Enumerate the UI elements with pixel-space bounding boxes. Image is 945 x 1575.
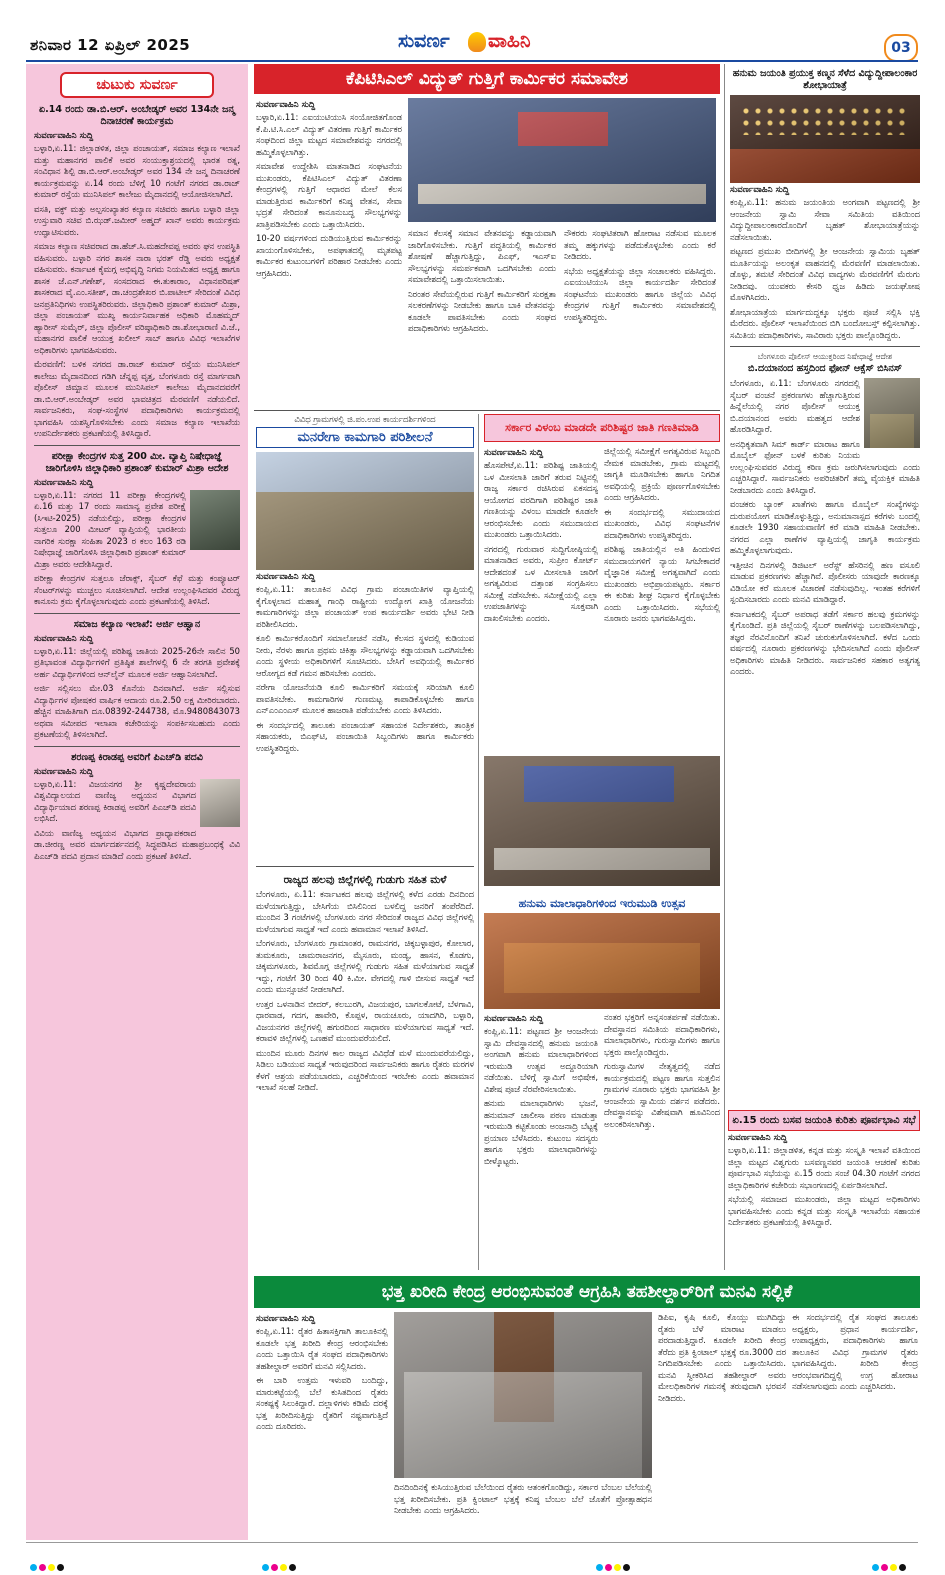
brief-paragraph: ಅರ್ಜಿ ಸಲ್ಲಿಸಲು ಮೇ.03 ಕೊನೆಯ ದಿನವಾಗಿದೆ. ಅರ್ಜಿ ಸಲ್ಲಿಸುವ ವಿದ್ಯಾರ್ಥಿಗಳ ಪೋಷಕರ ವಾರ್ಷಿಕ ಆದಾಯ ರೂ.2.50 ಲಕ್ಷ ಮೀರಿರಬಾರದು. ಹೆಚ್ಚಿನ ಮಾಹಿತಿಗಾಗಿ ದೂ.08392-244738, ಮೊ.9480843073 ಅಥವಾ ಸಮೀಪದ ಇಲಾಖಾ ಕಚೇರಿಯನ್ನು ಸಂಪರ್ಕಿಸಬಹುದು ಎಂದು ಪ್ರಕಟಣೆಯಲ್ಲಿ ತಿಳಿಸಲಾಗಿದೆ.	[34, 683, 240, 739]
rain-paragraph: ಮುಂದಿನ ಮೂರು ದಿನಗಳ ಕಾಲ ರಾಜ್ಯದ ವಿವಿಧೆಡೆ ಮಳೆ ಮುಂದುವರೆಯಲಿದ್ದು, ಸಿಡಿಲು ಬಡಿಯುವ ಸಾಧ್ಯತೆ ಇರುವುದರಿಂದ ಸಾರ್ವಜನಿಕರು ಹಾಗೂ ರೈತರು ಮರಗಳ ಕೆಳಗೆ ಆಶ್ರಯ ಪಡೆಯಬಾರದು, ಎಚ್ಚರಿಕೆಯಿಂದ ಇರಬೇಕು ಎಂದು ಹವಾಮಾನ ಇಲಾಖೆ ಸಲಹೆ ನೀಡಿದೆ.	[256, 1047, 474, 1092]
rain-story	[256, 870, 474, 1270]
paddy-paragraph: ಈ ಸಂದರ್ಭದಲ್ಲಿ ರೈತ ಸಂಘದ ತಾಲೂಕು ಅಧ್ಯಕ್ಷರು, ಪ್ರಧಾನ ಕಾರ್ಯದರ್ಶಿ, ಉಪಾಧ್ಯಕ್ಷರು, ಪದಾಧಿಕಾರಿಗಳು ಹಾಗೂ ತಾಲೂಕಿನ ವಿವಿಧ ಗ್ರಾಮಗಳ ರೈತರು ಭಾಗವಹಿಸಿದ್ದರು. ಖರೀದಿ ಕೇಂದ್ರ ಆರಂಭವಾಗದಿದ್ದಲ್ಲಿ ಉಗ್ರ ಹೋರಾಟ ನಡೆಸಲಾಗುವುದು ಎಂದು ಎಚ್ಚರಿಸಿದರು.	[792, 1312, 918, 1391]
kptcl-stage-banner	[518, 112, 608, 146]
basava-paragraph: ಸಭೆಯಲ್ಲಿ ಸಮಾಜದ ಮುಖಂಡರು, ಜಿಲ್ಲಾ ಮಟ್ಟದ ಅಧಿಕಾರಿಗಳು ಭಾಗವಹಿಸಬೇಕು ಎಂದು ಕನ್ನಡ ಮತ್ತು ಸಂಸ್ಕೃತಿ ಇಲಾಖೆಯ ಸಹಾಯಕ ನಿರ್ದೇಶಕರು ಪ್ರಕಟಣೆಯಲ್ಲಿ ತಿಳಿಸಿದ್ದಾರೆ.	[728, 1194, 920, 1227]
briefs-badge-label: ಚುಟುಕು ಸುವರ್ಣ	[96, 77, 178, 93]
nrega-bottom-rule	[256, 866, 474, 867]
brief-paragraph: ಬಳ್ಳಾರಿ,ಏ.11: ಜಿಲ್ಲಾಡಳಿತ, ಜಿಲ್ಲಾ ಪಂಚಾಯತ್, ಸಮಾಜ ಕಲ್ಯಾಣ ಇಲಾಖೆ ಮತ್ತು ಮಹಾನಗರ ಪಾಲಿಕೆ ಅವರ ಸಂಯುಕ್ತಾಶ್ರಯದಲ್ಲಿ ಭಾರತ ರತ್ನ, ಸಂವಿಧಾನ ಶಿಲ್ಪಿ ಡಾ.ಬಿ.ಆರ್.ಅಂಬೇಡ್ಕರ್ ಅವರ 134 ನೇ ಜನ್ಮ ದಿನಾಚರಣೆ ಕಾರ್ಯಕ್ರಮವನ್ನು ಏ.14 ರಂದು ಬೆಳಿಗ್ಗೆ 10 ಗಂಟೆಗೆ ನಗರದ ಡಾ.ರಾಜ್ ಕುಮಾರ್ ರಸ್ತೆಯ ಮುನಿಸಿಪಲ್ ಕಾಲೇಜು ಮೈದಾನದಲ್ಲಿ ಆಯೋಜಿಸಲಾಗಿದೆ.	[34, 143, 240, 199]
caste-col-1	[484, 446, 598, 752]
paddy-headline: ಭತ್ತ ಖರೀದಿ ಕೇಂದ್ರ ಆರಂಭಿಸುವಂತೆ ಆಗ್ರಹಿಸಿ ತಹಶೀಲ್ದಾರ್‌ರಿಗೆ ಮನವಿ ಸಲ್ಲಿಕೆ	[381, 1282, 793, 1302]
shobhayatra-crowd	[730, 149, 920, 183]
paddy-memorandum-photo	[394, 1312, 652, 1478]
basava-title: ಏ.15 ರಂದು ಬಸವ ಜಯಂತಿ ಕುರಿತು ಪೂರ್ವಭಾವಿ ಸಭೆ	[732, 1115, 916, 1126]
paddy-story	[256, 1312, 918, 1538]
rain-title: ರಾಜ್ಯದ ಹಲವು ಜಿಲ್ಲೆಗಳಲ್ಲಿ ಗುಡುಗು ಸಹಿತ ಮಳೆ	[283, 874, 447, 886]
hanuma-mala-paragraph: ನಂತರ ಭಕ್ತರಿಗೆ ಅನ್ನಸಂತರ್ಪಣೆ ನಡೆಯಿತು. ದೇವಸ್ಥಾನದ ಸಮಿತಿಯ ಪದಾಧಿಕಾರಿಗಳು, ಮಾಲಾಧಾರಿಗಳು, ಗುರುಸ್ವಾಮಿಗಳು ಹಾಗೂ ಭಕ್ತರು ಪಾಲ್ಗೊಂಡಿದ್ದರು.	[604, 1012, 720, 1057]
hanuma-mala-title: ಹನುಮ ಮಾಲಾಧಾರಿಗಳಿಂದ ಇರುಮುಡಿ ಉತ್ಸವ	[518, 897, 686, 910]
nrega-paragraph: ನರೇಗಾ ಯೋಜನೆಯಡಿ ಕೂಲಿ ಕಾರ್ಮಿಕರಿಗೆ ಸಮಯಕ್ಕೆ ಸರಿಯಾಗಿ ಕೂಲಿ ಪಾವತಿಸಬೇಕು. ಕಾಮಗಾರಿಗಳ ಗುಣಮಟ್ಟ ಕಾಪಾಡಿಕೊಳ್ಳಬೇಕು ಹಾಗೂ ಎನ್‌ಎಂಎಂಎಸ್ ಮೂಲಕ ಹಾಜರಾತಿ ಪಡೆಯಬೇಕು ಎಂದು ತಿಳಿಸಿದರು.	[256, 682, 474, 715]
hanuma-mala-paragraph: ಗುರುಸ್ವಾಮಿಗಳ ನೇತೃತ್ವದಲ್ಲಿ ನಡೆದ ಕಾರ್ಯಕ್ರಮದಲ್ಲಿ ಪಟ್ಟಣ ಹಾಗೂ ಸುತ್ತಲಿನ ಗ್ರಾಮಗಳ ನೂರಾರು ಭಕ್ತರು ಭಾಗವಹಿಸಿ ಶ್ರೀ ಆಂಜನೇಯ ಸ್ವಾಮಿಯ ದರ್ಶನ ಪಡೆದರು. ದೇವಸ್ಥಾನವನ್ನು ವಿಶೇಷವಾಗಿ ಹೂವಿನಿಂದ ಅಲಂಕರಿಸಲಾಗಿತ್ತು.	[604, 1061, 720, 1129]
brief-application	[34, 619, 240, 741]
nrega-kicker: ವಿವಿಧ ಗ್ರಾಮಗಳಲ್ಲಿ ಜಿ.ಪಂ.ಉಪ ಕಾರ್ಯದರ್ಶಿಗಳಿಂದ	[294, 414, 436, 424]
column-rule	[478, 414, 479, 1270]
commissioner-portrait	[864, 378, 920, 448]
kptcl-story	[256, 98, 718, 406]
page-number: 03	[891, 40, 911, 56]
cmyk-dot	[57, 1564, 64, 1571]
page-number-badge	[884, 34, 918, 62]
shobhayatra-title: ಹನುಮ ಜಯಂತಿ ಪ್ರಯುಕ್ತ ಕಣ್ಮನ ಸೆಳೆದ ವಿದ್ಯುದ್ದೀಪಾಲಂಕಾರ ಶೋಭಾಯಾತ್ರೆ	[732, 68, 918, 91]
hanuma-mala-col-1	[484, 1012, 598, 1270]
shobhayatra-byline: ಸುವರ್ಣವಾಹಿನಿ ಸುದ್ದಿ	[730, 185, 790, 195]
brief-paragraph: ಪರೀಕ್ಷಾ ಕೇಂದ್ರಗಳ ಸುತ್ತಲೂ ಜೆರಾಕ್ಸ್, ಸೈಬರ್ ಕೆಫೆ ಮತ್ತು ಕಂಪ್ಯೂಟರ್ ಸೆಂಟರ್‌ಗಳನ್ನು ಮುಚ್ಚಲು ಸೂಚಿಸಲಾಗಿದೆ. ಆದೇಶ ಉಲ್ಲಂಘಿಸಿದವರ ವಿರುದ್ಧ ಕಾನೂನು ಕ್ರಮ ಕೈಗೊಳ್ಳಲಾಗುವುದು ಎಂದು ಪ್ರಕಟಣೆಯಲ್ಲಿ ತಿಳಿಸಿದೆ.	[34, 573, 240, 606]
caste-press-photo	[484, 756, 720, 886]
kptcl-paragraph: ಸಭೆಯ ಅಧ್ಯಕ್ಷತೆಯನ್ನು ಜಿಲ್ಲಾ ಸಂಚಾಲಕರು ವಹಿಸಿದ್ದರು. ಎಐಯುಟಿಯುಸಿ ಜಿಲ್ಲಾ ಕಾರ್ಯದರ್ಶಿ ಸೇರಿದಂತೆ ಸಂಘಟನೆಯ ಮುಖಂಡರು ಹಾಗೂ ಜಿಲ್ಲೆಯ ವಿವಿಧ ಕೇಂದ್ರಗಳ ಗುತ್ತಿಗೆ ಕಾರ್ಮಿಕರು ಸಮಾವೇಶದಲ್ಲಿ ಉಪಸ್ಥಿತರಿದ್ದರು.	[564, 265, 716, 322]
kptcl-byline: ಸುವರ್ಣವಾಹಿನಿ ಸುದ್ದಿ	[256, 100, 316, 110]
kptcl-paragraph: ಸಮಾವೇಶ ಉದ್ದೇಶಿಸಿ ಮಾತನಾಡಿದ ಸಂಘಟನೆಯ ಮುಖಂಡರು, ಕೆಪಿಟಿಸಿಎಲ್ ವಿದ್ಯುತ್ ವಿತರಣಾ ಕೇಂದ್ರಗಳಲ್ಲಿ ಗುತ್ತಿಗೆ ಆಧಾರದ ಮೇಲೆ ಕೆಲಸ ಮಾಡುತ್ತಿರುವ ಕಾರ್ಮಿಕರಿಗೆ ಕನಿಷ್ಠ ವೇತನ, ಸೇವಾ ಭದ್ರತೆ ಸೇರಿದಂತೆ ಕಾನೂನುಬದ್ಧ ಸೌಲಭ್ಯಗಳನ್ನು ಖಾತ್ರಿಪಡಿಸಬೇಕು ಎಂದು ಒತ್ತಾಯಿಸಿದರು.	[256, 161, 402, 229]
kptcl-paragraph: ನಿರಂತರ ಸೇವೆಯಲ್ಲಿರುವ ಗುತ್ತಿಗೆ ಕಾರ್ಮಿಕರಿಗೆ ಸುರಕ್ಷತಾ ಸಲಕರಣೆಗಳನ್ನು ನೀಡಬೇಕು ಹಾಗೂ ಬಾಕಿ ವೇತನವನ್ನು ಕೂಡಲೇ ಪಾವತಿಸಬೇಕು ಎಂದು ಸಂಘದ ಪದಾಧಿಕಾರಿಗಳು ಆಗ್ರಹಿಸಿದರು.	[408, 288, 556, 333]
brief-divider	[34, 746, 240, 747]
caste-paragraph: ನಗರದಲ್ಲಿ ಗುರುವಾರ ಸುದ್ದಿಗೋಷ್ಠಿಯಲ್ಲಿ ಮಾತನಾಡಿದ ಅವರು, ಸುಪ್ರೀಂ ಕೋರ್ಟ್ ಆದೇಶದಂತೆ ಒಳ ಮೀಸಲಾತಿ ಜಾರಿಗೆ ಅಗತ್ಯವಿರುವ ದತ್ತಾಂಶ ಸಂಗ್ರಹಿಸಲು ಸಮೀಕ್ಷೆ ನಡೆಸಬೇಕು. ಸಮೀಕ್ಷೆಯಲ್ಲಿ ಎಲ್ಲಾ ಉಪಜಾತಿಗಳನ್ನು ಸೂಕ್ತವಾಗಿ ದಾಖಲಿಸಬೇಕು ಎಂದರು.	[484, 543, 598, 623]
brand-logo	[398, 30, 548, 56]
paddy-paragraph: ಕಂಪ್ಲಿ,ಏ.11: ರೈತರ ಹಿತಾಸಕ್ತಿಗಾಗಿ ತಾಲೂಕಿನಲ್ಲಿ ಕೂಡಲೇ ಭತ್ತ ಖರೀದಿ ಕೇಂದ್ರ ಆರಂಭಿಸಬೇಕು ಎಂದು ಒತ್ತಾಯಿಸಿ ರೈತ ಸಂಘದ ಪದಾಧಿಕಾರಿಗಳು ತಹಶೀಲ್ದಾರ್ ಅವರಿಗೆ ಮನವಿ ಸಲ್ಲಿಸಿದರು.	[256, 1326, 388, 1371]
kptcl-col-2	[408, 228, 556, 404]
hanuma-mala-paragraph: ಕಂಪ್ಲಿ,ಏ.11: ಪಟ್ಟಣದ ಶ್ರೀ ಆಂಜನೇಯ ಸ್ವಾಮಿ ದೇವಸ್ಥಾನದಲ್ಲಿ ಹನುಮ ಜಯಂತಿ ಅಂಗವಾಗಿ ಹನುಮ ಮಾಲಾಧಾರಿಗಳಿಂದ ಇರುಮುಡಿ ಉತ್ಸವ ಅದ್ದೂರಿಯಾಗಿ ನಡೆಯಿತು. ಬೆಳಿಗ್ಗೆ ಸ್ವಾಮಿಗೆ ಅಭಿಷೇಕ, ವಿಶೇಷ ಪೂಜೆ ನೆರವೇರಿಸಲಾಯಿತು.	[484, 1026, 598, 1094]
nrega-title-box	[256, 427, 474, 448]
caste-backdrop-banner	[524, 766, 674, 802]
police-paragraph: ಕರ್ನಾಟಕದಲ್ಲಿ ಸೈಬರ್ ಅಪರಾಧ ತಡೆಗೆ ಸರ್ಕಾರ ಹಲವು ಕ್ರಮಗಳನ್ನು ಕೈಗೊಂಡಿದೆ. ಪ್ರತಿ ಜಿಲ್ಲೆಯಲ್ಲಿ ಸೈಬರ್ ಠಾಣೆಗಳನ್ನು ಬಲಪಡಿಸಲಾಗಿದ್ದು, ತಜ್ಞರ ನೆರವಿನೊಂದಿಗೆ ತನಿಖೆ ಚುರುಕುಗೊಳಿಸಲಾಗಿದೆ. ಕಳೆದ ಒಂದು ವರ್ಷದಲ್ಲಿ ನೂರಾರು ಪ್ರಕರಣಗಳನ್ನು ಭೇದಿಸಲಾಗಿದೆ ಎಂದು ಪೊಲೀಸ್ ಅಧಿಕಾರಿಗಳು ಮಾಹಿತಿ ನೀಡಿದರು. ಸಾರ್ವಜನಿಕರ ಸಹಕಾರ ಅತ್ಯಗತ್ಯ ಎಂದರು.	[730, 608, 920, 676]
brand-left: ಸುವರ್ಣ	[398, 30, 450, 52]
brief-title: ಶರಣಪ್ಪ ಕಿರಾಡಪ್ಪ ಅವರಿಗೆ ಪಿಎಚ್‌ಡಿ ಪದವಿ	[71, 751, 203, 763]
brief-paragraph: ಬಳ್ಳಾರಿ,ಏ.11: ವಿಜಯನಗರ ಶ್ರೀ ಕೃಷ್ಣದೇವರಾಯ ವಿಶ್ವವಿದ್ಯಾಲಯದ ವಾಣಿಜ್ಯ ಅಧ್ಯಯನ ವಿಭಾಗದ ವಿದ್ಯಾರ್ಥಿಯಾದ ಶರಣಪ್ಪ ಕಿರಾಡಪ್ಪ ಅವರಿಗೆ ಪಿಎಚ್‌ಡಿ ಪದವಿ ಲಭಿಸಿದೆ.	[34, 778, 196, 823]
paddy-col-3	[658, 1312, 786, 1538]
brief-paragraph: ಮೆರವಣಿಗೆ: ಬಳಿಕ ನಗರದ ಡಾ.ರಾಜ್ ಕುಮಾರ್ ರಸ್ತೆಯ ಮುನಿಸಿಪಲ್ ಕಾಲೇಜು ಮೈದಾನದಿಂದ ಗಡಿಗಿ ಚೆನ್ನಪ್ಪ ವೃತ್ತ, ಬೆಂಗಳೂರು ರಸ್ತೆ ಮಾರ್ಗವಾಗಿ ಪೊಲೀಸ್ ಜಿಮ್ಖಾನ ಮೂಲಕ ಮುನಿಸಿಪಲ್ ಕಾಲೇಜು ಮೈದಾನದವರೆಗೆ ಡಾ.ಬಿ.ಆರ್.ಅಂಬೇಡ್ಕರ್ ಅವರ ಭಾವಚಿತ್ರದ ಮೆರವಣಿಗೆ ನಡೆಯಲಿದೆ. ಸಾರ್ವಜನಿಕರು, ಸಂಘ-ಸಂಸ್ಥೆಗಳ ಪದಾಧಿಕಾರಿಗಳು ಕಾರ್ಯಕ್ರಮದಲ್ಲಿ ಭಾಗವಹಿಸಿ ಯಶಸ್ವಿಗೊಳಿಸಬೇಕು ಎಂದು ಸಮಾಜ ಕಲ್ಯಾಣ ಇಲಾಖೆಯ ಉಪನಿರ್ದೇಶಕರು ಪ್ರಕಟಣೆಯಲ್ಲಿ ತಿಳಿಸಿದ್ದಾರೆ.	[34, 359, 240, 438]
hanuma-mala-byline: ಸುವರ್ಣವಾಹಿನಿ ಸುದ್ದಿ	[484, 1014, 544, 1024]
cmyk-dot	[881, 1564, 888, 1571]
brief-divider	[34, 613, 240, 614]
cmyk-dot	[899, 1564, 906, 1571]
cmyk-dot	[605, 1564, 612, 1571]
shobhayatra-photo	[730, 95, 920, 183]
brief-byline: ಸುವರ್ಣವಾಹಿನಿ ಸುದ್ದಿ	[34, 477, 94, 488]
cmyk-dot	[280, 1564, 287, 1571]
cmyk-dot	[30, 1564, 37, 1571]
brief-byline: ಸುವರ್ಣವಾಹಿನಿ ಸುದ್ದಿ	[34, 131, 94, 141]
brief-divider	[34, 445, 240, 446]
paddy-paragraph: ದಿನದಿಂದಿನಕ್ಕೆ ಕುಸಿಯುತ್ತಿರುವ ಬೆಲೆಯಿಂದ ರೈತರು ಆತಂಕಗೊಂಡಿದ್ದು, ಸರ್ಕಾರ ಬೆಂಬಲ ಬೆಲೆಯಲ್ಲಿ ಭತ್ತ ಖರೀದಿಸಬೇಕು. ಪ್ರತಿ ಕ್ವಿಂಟಾಲ್ ಭತ್ತಕ್ಕೆ ಕನಿಷ್ಠ ಬೆಂಬಲ ಬೆಲೆ ಜೊತೆಗೆ ಪ್ರೋತ್ಸಾಹಧನ ನೀಡಬೇಕು ಎಂದು ಆಗ್ರಹಿಸಿದರು.	[394, 1482, 652, 1515]
cmyk-dot	[289, 1564, 296, 1571]
caste-paragraph: ಈ ಸಂದರ್ಭದಲ್ಲಿ ಸಮುದಾಯದ ಮುಖಂಡರು, ವಿವಿಧ ಸಂಘಟನೆಗಳ ಪದಾಧಿಕಾರಿಗಳು ಉಪಸ್ಥಿತರಿದ್ದರು.	[604, 506, 720, 540]
footer-rule	[26, 1542, 918, 1543]
kptcl-col-3	[564, 228, 716, 404]
kptcl-paragraph: ನೌಕರರು ಸಂಘಟಿತರಾಗಿ ಹೋರಾಟ ನಡೆಸುವ ಮೂಲಕ ತಮ್ಮ ಹಕ್ಕುಗಳನ್ನು ಪಡೆದುಕೊಳ್ಳಬೇಕು ಎಂದು ಕರೆ ನೀಡಿದರು.	[564, 228, 716, 261]
caste-table	[494, 848, 710, 870]
masthead	[0, 0, 945, 60]
brief-phd	[34, 752, 240, 863]
registration-dots-left	[30, 1556, 66, 1575]
basava-story	[728, 1110, 920, 1270]
kptcl-meeting-photo	[408, 98, 716, 222]
basava-byline: ಸುವರ್ಣವಾಹಿನಿ ಸುದ್ದಿ	[728, 1133, 788, 1143]
registration-dots-center-right	[596, 1556, 632, 1575]
paddy-headline-banner	[254, 1276, 920, 1308]
kptcl-col-1	[256, 98, 402, 404]
shobhayatra-paragraph: ಶೋಭಾಯಾತ್ರೆಯ ಮಾರ್ಗದುದ್ದಕ್ಕೂ ಭಕ್ತರು ಪೂಜೆ ಸಲ್ಲಿಸಿ ಭಕ್ತಿ ಮೆರೆದರು. ಪೊಲೀಸ್ ಇಲಾಖೆಯಿಂದ ಬಿಗಿ ಬಂದೋಬಸ್ತ್ ಕಲ್ಪಿಸಲಾಗಿತ್ತು. ಸಮಿತಿಯ ಪದಾಧಿಕಾರಿಗಳು, ಸಾವಿರಾರು ಭಕ್ತರು ಪಾಲ್ಗೊಂಡಿದ್ದರು.	[730, 306, 920, 340]
paddy-col-2	[394, 1482, 652, 1538]
cmyk-dot	[872, 1564, 879, 1571]
caste-col-2	[604, 446, 720, 752]
caste-paragraph: ಹೊಸಪೇಟೆ,ಏ.11: ಪರಿಶಿಷ್ಟ ಜಾತಿಯಲ್ಲಿ ಒಳ ಮೀಸಲಾತಿ ಜಾರಿಗೆ ತರುವ ನಿಟ್ಟಿನಲ್ಲಿ ರಾಜ್ಯ ಸರ್ಕಾರ ರಚಿಸಿರುವ ಏಕಸದಸ್ಯ ಆಯೋಗದ ವರದಿಗಾಗಿ ಪರಿಶಿಷ್ಟರ ಜಾತಿ ಗಣತಿಯನ್ನು ವಿಳಂಬ ಮಾಡದೇ ಕೂಡಲೇ ಆರಂಭಿಸಬೇಕು ಎಂದು ಸಮುದಾಯದ ಮುಖಂಡರು ಒತ್ತಾಯಿಸಿದರು.	[484, 460, 598, 539]
kptcl-stage-table	[418, 184, 706, 204]
brief-title: ಪರೀಕ್ಷಾ ಕೇಂದ್ರಗಳ ಸುತ್ತ 200 ಮೀ. ವ್ಯಾಪ್ತಿ ನಿಷೇಧಾಜ್ಞೆ ಜಾರಿಗೊಳಿಸಿ ಜಿಲ್ಲಾಧಿಕಾರಿ ಪ್ರಶಾಂತ್ ಕುಮಾರ್ ಮಿಶ್ರಾ ಆದೇಶ	[45, 450, 229, 474]
phd-portrait	[200, 779, 240, 827]
commissioner-uniform	[870, 414, 914, 448]
brief-ambedkar	[34, 104, 240, 440]
kptcl-paragraph: ಬಳ್ಳಾರಿ,ಏ.11: ಎಐಯುಟಿಯುಸಿ ಸಂಯೋಜಿತಗೊಂಡ ಕೆ.ಪಿ.ಟಿ.ಸಿ.ಎಲ್ ವಿದ್ಯುತ್ ವಿತರಣಾ ಗುತ್ತಿಗೆ ಕಾರ್ಮಿಕರ ಸಂಘದಿಂದ ಜಿಲ್ಲಾ ಮಟ್ಟದ ಸಮಾವೇಶವನ್ನು ನಗರದಲ್ಲಿ ಹಮ್ಮಿಕೊಳ್ಳಲಾಗಿತ್ತು.	[256, 112, 402, 157]
police-paragraph: ವಂಚಕರು ಬ್ಯಾಂಕ್ ಖಾತೆಗಳು ಹಾಗೂ ಮೊಬೈಲ್ ಸಂಖ್ಯೆಗಳನ್ನು ದುರುಪಯೋಗ ಮಾಡಿಕೊಳ್ಳುತ್ತಿದ್ದು, ಅನುಮಾನಾಸ್ಪದ ಕರೆಗಳು ಬಂದಲ್ಲಿ ಕೂಡಲೇ 1930 ಸಹಾಯವಾಣಿಗೆ ಕರೆ ಮಾಡಿ ಮಾಹಿತಿ ನೀಡಬೇಕು. ನಗರದ ಎಲ್ಲಾ ಠಾಣೆಗಳ ವ್ಯಾಪ್ತಿಯಲ್ಲಿ ಜಾಗೃತಿ ಕಾರ್ಯಕ್ರಮ ಹಮ್ಮಿಕೊಳ್ಳಲಾಗುವುದು.	[730, 499, 920, 555]
center-divider	[254, 410, 720, 411]
left-briefs-column	[26, 64, 248, 1540]
masthead-rule	[26, 60, 918, 62]
brief-paragraph: ಬಳ್ಳಾರಿ,ಏ.11: ಜಿಲ್ಲೆಯಲ್ಲಿ ಪರಿಶಿಷ್ಟ ಜಾತಿಯ 2025-26ನೇ ಸಾಲಿನ 50 ಪ್ರತಿಭಾವಂತ ವಿದ್ಯಾರ್ಥಿಗಳಿಗೆ ಪ್ರತಿಷ್ಠಿತ ಶಾಲೆಗಳಲ್ಲಿ 6 ನೇ ತರಗತಿ ಪ್ರವೇಶಕ್ಕೆ ಅರ್ಹ ವಿದ್ಯಾರ್ಥಿಗಳಿಂದ ಆನ್‌ಲೈನ್ ಮೂಲಕ ಅರ್ಜಿ ಆಹ್ವಾನಿಸಲಾಗಿದೆ.	[34, 645, 240, 679]
cmyk-dot	[271, 1564, 278, 1571]
nrega-sky	[256, 452, 474, 492]
nrega-title: ಮನರೇಗಾ ಕಾಮಗಾರಿ ಪರಿಶೀಲನೆ	[297, 430, 433, 445]
paddy-paragraph: ಈ ಬಾರಿ ಉತ್ತಮ ಇಳುವರಿ ಬಂದಿದ್ದು, ಮಾರುಕಟ್ಟೆಯಲ್ಲಿ ಬೆಲೆ ಕುಸಿತದಿಂದ ರೈತರು ಸಂಕಷ್ಟಕ್ಕೆ ಸಿಲುಕಿದ್ದಾರೆ. ದಲ್ಲಾಳಿಗಳು ಕಡಿಮೆ ದರಕ್ಕೆ ಭತ್ತ ಖರೀದಿಸುತ್ತಿದ್ದು ರೈತರಿಗೆ ನಷ್ಟವಾಗುತ್ತಿದೆ ಎಂದು ದೂರಿದರು.	[256, 1375, 388, 1431]
cmyk-dot	[596, 1564, 603, 1571]
rain-paragraph: ಉತ್ತರ ಒಳನಾಡಿನ ಬೀದರ್, ಕಲಬುರಗಿ, ವಿಜಯಪುರ, ಬಾಗಲಕೋಟೆ, ಬೆಳಗಾವಿ, ಧಾರವಾಡ, ಗದಗ, ಹಾವೇರಿ, ಕೊಪ್ಪಳ, ರಾಯಚೂರು, ಯಾದಗಿರಿ, ಬಳ್ಳಾರಿ, ವಿಜಯನಗರ ಜಿಲ್ಲೆಗಳಲ್ಲಿ ಹಗುರದಿಂದ ಸಾಧಾರಣ ಮಳೆಯಾಗುವ ಸಾಧ್ಯತೆ ಇದೆ. ಕರಾವಳಿ ಜಿಲ್ಲೆಗಳಲ್ಲಿ ಒಣಹವೆ ಮುಂದುವರೆಯಲಿದೆ.	[256, 998, 474, 1043]
kptcl-paragraph: 10-20 ವರ್ಷಗಳಿಂದ ದುಡಿಯುತ್ತಿರುವ ಕಾರ್ಮಿಕರನ್ನು ಖಾಯಂಗೊಳಿಸಬೇಕು, ಅಪಘಾತದಲ್ಲಿ ಮೃತಪಟ್ಟ ಕಾರ್ಮಿಕರ ಕುಟುಂಬಗಳಿಗೆ ಪರಿಹಾರ ನೀಡಬೇಕು ಎಂದು ಆಗ್ರಹಿಸಿದರು.	[256, 233, 402, 278]
police-kicker: ಬೆಂಗಳೂರು ಪೊಲೀಸ್ ಆಯುಕ್ತರಿಂದ ನಿಷೇಧಾಜ್ಞೆ ಆದೇಶ	[757, 352, 893, 361]
hanuma-mala-col-2	[604, 1012, 720, 1270]
brand-flame-icon	[468, 32, 486, 52]
nrega-site-photo	[256, 452, 474, 570]
shobhayatra-lights	[740, 105, 910, 135]
paddy-col-1	[256, 1312, 388, 1538]
caste-paragraph: ಪರಿಶಿಷ್ಟ ಜಾತಿಯಲ್ಲಿನ ಅತಿ ಹಿಂದುಳಿದ ಸಮುದಾಯಗಳಿಗೆ ನ್ಯಾಯ ಸಿಗಬೇಕಾದರೆ ವೈಜ್ಞಾನಿಕ ಸಮೀಕ್ಷೆ ಅಗತ್ಯವಾಗಿದೆ ಎಂದು ಮುಖಂಡರು ಅಭಿಪ್ರಾಯಪಟ್ಟರು. ಸರ್ಕಾರ ಈ ಕುರಿತು ಶೀಘ್ರ ನಿರ್ಧಾರ ಕೈಗೊಳ್ಳಬೇಕು ಎಂದು ಒತ್ತಾಯಿಸಿದರು. ಸಭೆಯಲ್ಲಿ ನೂರಾರು ಜನರು ಭಾಗವಹಿಸಿದ್ದರು.	[604, 544, 720, 623]
cmyk-dot	[48, 1564, 55, 1571]
police-paragraph: ಬೆಂಗಳೂರು, ಏ.11: ಬೆಂಗಳೂರು ನಗರದಲ್ಲಿ ಸೈಬರ್ ವಂಚನೆ ಪ್ರಕರಣಗಳು ಹೆಚ್ಚಾಗುತ್ತಿರುವ ಹಿನ್ನೆಲೆಯಲ್ಲಿ ನಗರ ಪೊಲೀಸ್ ಆಯುಕ್ತ ಬಿ.ದಯಾನಂದ ಅವರು ಮಹತ್ವದ ಆದೇಶ ಹೊರಡಿಸಿದ್ದಾರೆ.	[730, 378, 860, 434]
hanuma-mala-figures	[504, 943, 700, 993]
cmyk-dot	[39, 1564, 46, 1571]
kptcl-headline: ಕೆಪಿಟಿಸಿಎಲ್ ವಿದ್ಯುತ್ ಗುತ್ತಿಗೆ ಕಾರ್ಮಿಕರ ಸಮಾವೇಶ	[346, 69, 628, 89]
column-rule	[724, 64, 725, 1270]
hanuma-mala-story	[484, 894, 720, 1270]
paddy-door	[494, 1312, 554, 1422]
caste-paragraph: ಜಿಲ್ಲೆಯಲ್ಲಿ ಸಮೀಕ್ಷೆಗೆ ಅಗತ್ಯವಿರುವ ಸಿಬ್ಬಂದಿ ನೇಮಕ ಮಾಡಬೇಕು, ಗ್ರಾಮ ಮಟ್ಟದಲ್ಲಿ ಜಾಗೃತಿ ಮೂಡಿಸಬೇಕು ಹಾಗೂ ನಿಗದಿತ ಅವಧಿಯಲ್ಲಿ ಪ್ರಕ್ರಿಯೆ ಪೂರ್ಣಗೊಳಿಸಬೇಕು ಎಂದು ಆಗ್ರಹಿಸಿದರು.	[604, 446, 720, 502]
paddy-paragraph: ಡಿಪಿಐ, ಕೃಷಿ ಕೂಲಿ, ಕೊಯ್ಲು ಮುಗಿದಿದ್ದು ರೈತರು ಬೆಳೆ ಮಾರಾಟ ಮಾಡಲು ಪರದಾಡುತ್ತಿದ್ದಾರೆ. ಕೂಡಲೇ ಖರೀದಿ ಕೇಂದ್ರ ತೆರೆದು ಪ್ರತಿ ಕ್ವಿಂಟಾಲ್ ಭತ್ತಕ್ಕೆ ರೂ.3000 ದರ ನಿಗದಿಪಡಿಸಬೇಕು ಎಂದು ಒತ್ತಾಯಿಸಿದರು. ಮನವಿ ಸ್ವೀಕರಿಸಿದ ತಹಶೀಲ್ದಾರ್ ಅವರು ಮೇಲಧಿಕಾರಿಗಳ ಗಮನಕ್ಕೆ ತರುವುದಾಗಿ ಭರವಸೆ ನೀಡಿದರು.	[658, 1312, 786, 1403]
rain-paragraph: ಬೆಂಗಳೂರು, ಬೆಂಗಳೂರು ಗ್ರಾಮಾಂತರ, ರಾಮನಗರ, ಚಿಕ್ಕಬಳ್ಳಾಪುರ, ಕೋಲಾರ, ತುಮಕೂರು, ಚಾಮರಾಜನಗರ, ಮೈಸೂರು, ಮಂಡ್ಯ, ಹಾಸನ, ಕೊಡಗು, ಚಿಕ್ಕಮಗಳೂರು, ಶಿವಮೊಗ್ಗ ಜಿಲ್ಲೆಗಳಲ್ಲಿ ಗುಡುಗು ಸಹಿತ ಮಳೆಯಾಗುವ ಸಾಧ್ಯತೆ ಇದ್ದು, ಗಂಟೆಗೆ 30 ರಿಂದ 40 ಕಿ.ಮೀ. ವೇಗದಲ್ಲಿ ಗಾಳಿ ಬೀಸುವ ಸಾಧ್ಯತೆ ಇದೆ ಎಂದು ಮುನ್ಸೂಚನೆ ನೀಡಲಾಗಿದೆ.	[256, 938, 474, 994]
cmyk-dot	[614, 1564, 621, 1571]
registration-dots-right	[872, 1556, 908, 1575]
brief-byline: ಸುವರ್ಣವಾಹಿನಿ ಸುದ್ದಿ	[34, 633, 94, 644]
basava-paragraph: ಬಳ್ಳಾರಿ,ಏ.11: ಜಿಲ್ಲಾಡಳಿತ, ಕನ್ನಡ ಮತ್ತು ಸಂಸ್ಕೃತಿ ಇಲಾಖೆ ವತಿಯಿಂದ ಜಿಲ್ಲಾ ಮಟ್ಟದ ವಿಶ್ವಗುರು ಬಸವಣ್ಣನವರ ಜಯಂತಿ ಆಚರಣೆ ಕುರಿತು ಪೂರ್ವಭಾವಿ ಸಭೆಯನ್ನು ಏ.15 ರಂದು ಸಂಜೆ 04.30 ಗಂಟೆಗೆ ನಗರದ ಜಿಲ್ಲಾಧಿಕಾರಿಗಳ ಕಚೇರಿಯ ಸಭಾಂಗಣದಲ್ಲಿ ಏರ್ಪಡಿಸಲಾಗಿದೆ.	[728, 1145, 920, 1190]
paddy-col-4	[792, 1312, 918, 1538]
nrega-paragraph: ಕಂಪ್ಲಿ,ಏ.11: ತಾಲೂಕಿನ ವಿವಿಧ ಗ್ರಾಮ ಪಂಚಾಯಿತಿಗಳ ವ್ಯಾಪ್ತಿಯಲ್ಲಿ ಕೈಗೊಳ್ಳಲಾದ ಮಹಾತ್ಮ ಗಾಂಧಿ ರಾಷ್ಟ್ರೀಯ ಉದ್ಯೋಗ ಖಾತ್ರಿ ಯೋಜನೆಯ ಕಾಮಗಾರಿಗಳನ್ನು ಜಿಲ್ಲಾ ಪಂಚಾಯತ್ ಉಪ ಕಾರ್ಯದರ್ಶಿ ಅವರು ಭೇಟಿ ನೀಡಿ ಪರಿಶೀಲಿಸಿದರು.	[256, 584, 474, 629]
brief-title: ಏ.14 ರಂದು ಡಾ.ಬಿ.ಆರ್. ಅಂಬೇಡ್ಕರ್ ಅವರ 134ನೇ ಜನ್ಮ ದಿನಾಚರಣೆ ಕಾರ್ಯಕ್ರಮ	[39, 104, 235, 127]
right-column	[730, 64, 920, 1270]
cmyk-dot	[890, 1564, 897, 1571]
brief-exam-order	[34, 451, 240, 608]
nrega-story	[256, 414, 474, 862]
kptcl-paragraph: ಸಮಾನ ಕೆಲಸಕ್ಕೆ ಸಮಾನ ವೇತನವನ್ನು ಕಡ್ಡಾಯವಾಗಿ ಜಾರಿಗೊಳಿಸಬೇಕು. ಗುತ್ತಿಗೆ ಪದ್ಧತಿಯಲ್ಲಿ ಕಾರ್ಮಿಕರ ಶೋಷಣೆ ಹೆಚ್ಚಾಗುತ್ತಿದ್ದು, ಪಿಎಫ್, ಇಎಸ್‌ಐ ಸೌಲಭ್ಯಗಳನ್ನು ಸಮರ್ಪಕವಾಗಿ ಒದಗಿಸಬೇಕು ಎಂದು ಸಮಾವೇಶದಲ್ಲಿ ಒತ್ತಾಯಿಸಲಾಯಿತು.	[408, 228, 556, 284]
nrega-paragraph: ಕೂಲಿ ಕಾರ್ಮಿಕರೊಂದಿಗೆ ಸಮಾಲೋಚನೆ ನಡೆಸಿ, ಕೆಲಸದ ಸ್ಥಳದಲ್ಲಿ ಕುಡಿಯುವ ನೀರು, ನೆರಳು ಹಾಗೂ ಪ್ರಥಮ ಚಿಕಿತ್ಸಾ ಸೌಲಭ್ಯಗಳನ್ನು ಕಡ್ಡಾಯವಾಗಿ ಒದಗಿಸಬೇಕು ಎಂದು ಸ್ಥಳೀಯ ಅಧಿಕಾರಿಗಳಿಗೆ ಸೂಚಿಸಿದರು. ಬೇಸಿಗೆ ಅವಧಿಯಲ್ಲಿ ಕಾರ್ಮಿಕರ ಆರೋಗ್ಯದ ಕಡೆ ಗಮನ ಹರಿಸಬೇಕು ಎಂದರು.	[256, 633, 474, 678]
shobhayatra-paragraph: ಕಂಪ್ಲಿ,ಏ.11: ಹನುಮ ಜಯಂತಿಯ ಅಂಗವಾಗಿ ಪಟ್ಟಣದಲ್ಲಿ ಶ್ರೀ ಆಂಜನೇಯ ಸ್ವಾಮಿ ಸೇವಾ ಸಮಿತಿಯ ವತಿಯಿಂದ ವಿದ್ಯುದ್ದೀಪಾಲಂಕಾರದೊಂದಿಗೆ ಬೃಹತ್ ಶೋಭಾಯಾತ್ರೆಯನ್ನು ನಡೆಸಲಾಯಿತು.	[730, 197, 920, 242]
hanuma-mala-photo	[484, 913, 720, 1009]
caste-byline: ಸುವರ್ಣವಾಹಿನಿ ಸುದ್ದಿ	[484, 448, 544, 458]
police-paragraph: ಅನಧಿಕೃತವಾಗಿ ಸಿಮ್ ಕಾರ್ಡ್ ಮಾರಾಟ ಹಾಗೂ ಮೊಬೈಲ್ ಫೋನ್ ಬಳಕೆ ಕುರಿತು ನಿಯಮ ಉಲ್ಲಂಘಿಸುವವರ ವಿರುದ್ಧ ಕಠಿಣ ಕ್ರಮ ಜರುಗಿಸಲಾಗುವುದು ಎಂದು ಎಚ್ಚರಿಸಿದ್ದಾರೆ. ಸಾರ್ವಜನಿಕರು ಅಪರಿಚಿತರಿಗೆ ತಮ್ಮ ವೈಯಕ್ತಿಕ ಮಾಹಿತಿ ನೀಡಬಾರದು ಎಂದು ತಿಳಿಸಿದ್ದಾರೆ.	[730, 438, 920, 495]
hanuma-mala-paragraph: ಹನುಮ ಮಾಲಾಧಾರಿಗಳು ಭಜನೆ, ಹನುಮಾನ್ ಚಾಲೀಸಾ ಪಠಣ ಮಾಡುತ್ತಾ ಇರುಮುಡಿ ಕಟ್ಟಿಕೊಂಡು ಅಂಜನಾದ್ರಿ ಬೆಟ್ಟಕ್ಕೆ ಪ್ರಯಾಣ ಬೆಳೆಸಿದರು. ಕುಟುಂಬ ಸದಸ್ಯರು ಹಾಗೂ ಭಕ್ತರು ಮಾಲಾಧಾರಿಗಳನ್ನು ಬೀಳ್ಕೊಟ್ಟರು.	[484, 1098, 598, 1166]
dc-portrait	[190, 490, 240, 550]
right-divider	[730, 346, 920, 347]
issue-date: ಶನಿವಾರ 12 ಏಪ್ರಿಲ್ 2025	[30, 36, 191, 54]
brand-right: ವಾಹಿನಿ	[488, 30, 531, 52]
rain-paragraph: ಬೆಂಗಳೂರು, ಏ.11: ಕರ್ನಾಟಕದ ಹಲವು ಜಿಲ್ಲೆಗಳಲ್ಲಿ ಕಳೆದ ಎರಡು ದಿನದಿಂದ ಮಳೆಯಾಗುತ್ತಿದ್ದು, ಬೇಸಿಗೆಯ ಬಿಸಿಲಿನಿಂದ ಬಳಲಿದ್ದ ಜನರಿಗೆ ತಂಪೆರೆದಿದೆ. ಮುಂದಿನ 3 ಗಂಟೆಗಳಲ್ಲಿ ಬೆಂಗಳೂರು ನಗರ ಸೇರಿದಂತೆ ರಾಜ್ಯದ ವಿವಿಧ ಜಿಲ್ಲೆಗಳಲ್ಲಿ ಮಳೆಯಾಗುವ ಸಾಧ್ಯತೆ ಇದೆ ಎಂದು ಹವಾಮಾನ ಇಲಾಖೆ ತಿಳಿಸಿದೆ.	[256, 889, 474, 934]
brief-paragraph: ಬಳ್ಳಾರಿ,ಏ.11: ನಗರದ 11 ಪರೀಕ್ಷಾ ಕೇಂದ್ರಗಳಲ್ಲಿ ಏ.16 ಮತ್ತು 17 ರಂದು ಸಾಮಾನ್ಯ ಪ್ರವೇಶ ಪರೀಕ್ಷೆ (ಸಿಇಟಿ-2025) ನಡೆಯಲಿದ್ದು, ಪರೀಕ್ಷಾ ಕೇಂದ್ರಗಳ ಸುತ್ತಲೂ 200 ಮೀಟರ್ ವ್ಯಾಪ್ತಿಯಲ್ಲಿ ಭಾರತೀಯ ನಾಗರಿಕ ಸುರಕ್ಷಾ ಸಂಹಿತಾ 2023 ರ ಕಲಂ 163 ರಡಿ ನಿಷೇಧಾಜ್ಞೆ ಜಾರಿಗೊಳಿಸಿ ಜಿಲ್ಲಾಧಿಕಾರಿ ಪ್ರಶಾಂತ್ ಕುಮಾರ್ ಮಿಶ್ರಾ ಅವರು ಆದೇಶಿಸಿದ್ದಾರೆ.	[34, 489, 186, 569]
registration-dots-center-left	[262, 1556, 298, 1575]
paddy-people	[404, 1372, 642, 1478]
police-paragraph: ಇತ್ತೀಚಿನ ದಿನಗಳಲ್ಲಿ ಡಿಜಿಟಲ್ ಅರೆಸ್ಟ್ ಹೆಸರಿನಲ್ಲಿ ಹಣ ವಸೂಲಿ ಮಾಡುವ ಪ್ರಕರಣಗಳು ಹೆಚ್ಚಾಗಿವೆ. ಪೊಲೀಸರು ಯಾವುದೇ ಕಾರಣಕ್ಕೂ ವಿಡಿಯೋ ಕರೆ ಮೂಲಕ ವಿಚಾರಣೆ ನಡೆಸುವುದಿಲ್ಲ. ಇಂತಹ ಕರೆಗಳಿಗೆ ಸ್ಪಂದಿಸಬಾರದು ಎಂದು ಮನವಿ ಮಾಡಿದ್ದಾರೆ.	[730, 559, 920, 604]
shobhayatra-paragraph: ಪಟ್ಟಣದ ಪ್ರಮುಖ ಬೀದಿಗಳಲ್ಲಿ ಶ್ರೀ ಆಂಜನೇಯ ಸ್ವಾಮಿಯ ಬೃಹತ್ ಮೂರ್ತಿಯನ್ನು ಅಲಂಕೃತ ವಾಹನದಲ್ಲಿ ಮೆರವಣಿಗೆ ಮಾಡಲಾಯಿತು. ಡೊಳ್ಳು, ತಮಟೆ ಸೇರಿದಂತೆ ವಿವಿಧ ವಾದ್ಯಗಳು ಮೆರವಣಿಗೆಗೆ ಮೆರುಗು ನೀಡಿದವು. ಯುವಕರು ಕೇಸರಿ ಧ್ವಜ ಹಿಡಿದು ಜಯಘೋಷ ಮೊಳಗಿಸಿದರು.	[730, 246, 920, 302]
brief-title: ಸಮಾಜ ಕಲ್ಯಾಣ ಇಲಾಖೆ: ಅರ್ಜಿ ಆಹ್ವಾನ	[73, 618, 201, 630]
brief-paragraph: ವಸತಿ, ವಕ್ಫ್ ಮತ್ತು ಅಲ್ಪಸಂಖ್ಯಾತರ ಕಲ್ಯಾಣ ಸಚಿವರು ಹಾಗೂ ಬಳ್ಳಾರಿ ಜಿಲ್ಲಾ ಉಸ್ತುವಾರಿ ಸಚಿವ ಬಿ.ಝಡ್.ಜಮೀರ್ ಅಹ್ಮದ್ ಖಾನ್ ಅವರು ಕಾರ್ಯಕ್ರಮ ಉದ್ಘಾಟಿಸುವರು.	[34, 203, 240, 237]
brief-paragraph: ಸಮಾಜ ಕಲ್ಯಾಣ ಸಚಿವರಾದ ಡಾ.ಹೆಚ್.ಸಿ.ಮಹದೇವಪ್ಪ ಅವರು ಘನ ಉಪಸ್ಥಿತಿ ವಹಿಸುವರು. ಬಳ್ಳಾರಿ ನಗರ ಶಾಸಕ ನಾರಾ ಭರತ್ ರೆಡ್ಡಿ ಅವರು ಅಧ್ಯಕ್ಷತೆ ವಹಿಸುವರು. ಕರ್ನಾಟಕ ಕೈಮಗ್ಗ ಅಭಿವೃದ್ಧಿ ನಿಗಮ ನಿಯಮಿತದ ಅಧ್ಯಕ್ಷ ಹಾಗೂ ಶಾಸಕ ಜೆ.ಎನ್.ಗಣೇಶ್, ಸಂಸದರಾದ ಈ.ತುಕಾರಾಂ, ವಿಧಾನಪರಿಷತ್ ಶಾಸಕರಾದ ವೈ.ಎಂ.ಸತೀಶ್, ಡಾ.ಚಂದ್ರಶೇಖರ ಬಿ.ಪಾಟೀಲ್ ಸೇರಿದಂತೆ ವಿವಿಧ ಜನಪ್ರತಿನಿಧಿಗಳು ಉಪಸ್ಥಿತರಿರುವರು. ಜಿಲ್ಲಾಧಿಕಾರಿ ಪ್ರಶಾಂತ್ ಕುಮಾರ್ ಮಿಶ್ರಾ, ಜಿಲ್ಲಾ ಪಂಚಾಯತ್ ಮುಖ್ಯ ಕಾರ್ಯನಿರ್ವಾಹಕ ಅಧಿಕಾರಿ ಮೊಹಮ್ಮದ್ ಹ್ಯಾರೀಸ್ ಸುಮೈರ್, ಜಿಲ್ಲಾ ಪೊಲೀಸ್ ವರಿಷ್ಠಾಧಿಕಾರಿ ಡಾ.ಶೋಭಾರಾಣಿ ವಿ.ಜೆ., ಮಹಾನಗರ ಪಾಲಿಕೆ ಆಯುಕ್ತ ಖಲೀಲ್ ಸಾಬ್ ಹಾಗೂ ವಿವಿಧ ಇಲಾಖೆಗಳ ಅಧಿಕಾರಿಗಳು ಭಾಗವಹಿಸುವರು.	[34, 241, 240, 355]
briefs-badge	[60, 72, 214, 98]
kptcl-headline-banner	[254, 64, 720, 94]
nrega-paragraph: ಈ ಸಂದರ್ಭದಲ್ಲಿ ತಾಲೂಕು ಪಂಚಾಯತ್ ಸಹಾಯಕ ನಿರ್ದೇಶಕರು, ತಾಂತ್ರಿಕ ಸಹಾಯಕರು, ಬಿಎಫ್‌ಟಿ, ಪಂಚಾಯಿತಿ ಸಿಬ್ಬಂದಿಗಳು ಹಾಗೂ ಕಾರ್ಮಿಕರು ಉಪಸ್ಥಿತರಿದ್ದರು.	[256, 719, 474, 753]
cmyk-dot	[262, 1564, 269, 1571]
basava-title-box	[728, 1110, 920, 1131]
brief-paragraph: ವಿವಿಯ ವಾಣಿಜ್ಯ ಅಧ್ಯಯನ ವಿಭಾಗದ ಪ್ರಾಧ್ಯಾಪಕರಾದ ಡಾ.ಜೀರಣ್ಣ ಅವರ ಮಾರ್ಗದರ್ಶನದಲ್ಲಿ ಸಿದ್ಧಪಡಿಸಿದ ಮಹಾಪ್ರಬಂಧಕ್ಕೆ ವಿವಿ ಪಿಎಚ್‌ಡಿ ಪದವಿ ಪ್ರದಾನ ಮಾಡಿದೆ ಎಂದು ಪ್ರಕಟಣೆ ತಿಳಿಸಿದೆ.	[34, 827, 240, 861]
nrega-byline: ಸುವರ್ಣವಾಹಿನಿ ಸುದ್ದಿ	[256, 572, 316, 582]
cmyk-dot	[623, 1564, 630, 1571]
police-title: ಬಿ.ದಯಾನಂದ ಹಸ್ತದಿಂದ ಫೋನ್ ಆಕ್ಸೆಸ್ ಬಿಸಿನಸ್	[748, 363, 902, 374]
caste-title: ಸರ್ಕಾರ ವಿಳಂಬ ಮಾಡದೇ ಪರಿಶಿಷ್ಟರ ಜಾತಿ ಗಣತಿಮಾಡಿ	[505, 421, 699, 434]
caste-story	[484, 446, 720, 752]
brief-byline: ಸುವರ್ಣವಾಹಿನಿ ಸುದ್ದಿ	[34, 766, 94, 777]
caste-title-box	[484, 414, 720, 442]
paddy-byline: ಸುವರ್ಣವಾಹಿನಿ ಸುದ್ದಿ	[256, 1314, 316, 1324]
